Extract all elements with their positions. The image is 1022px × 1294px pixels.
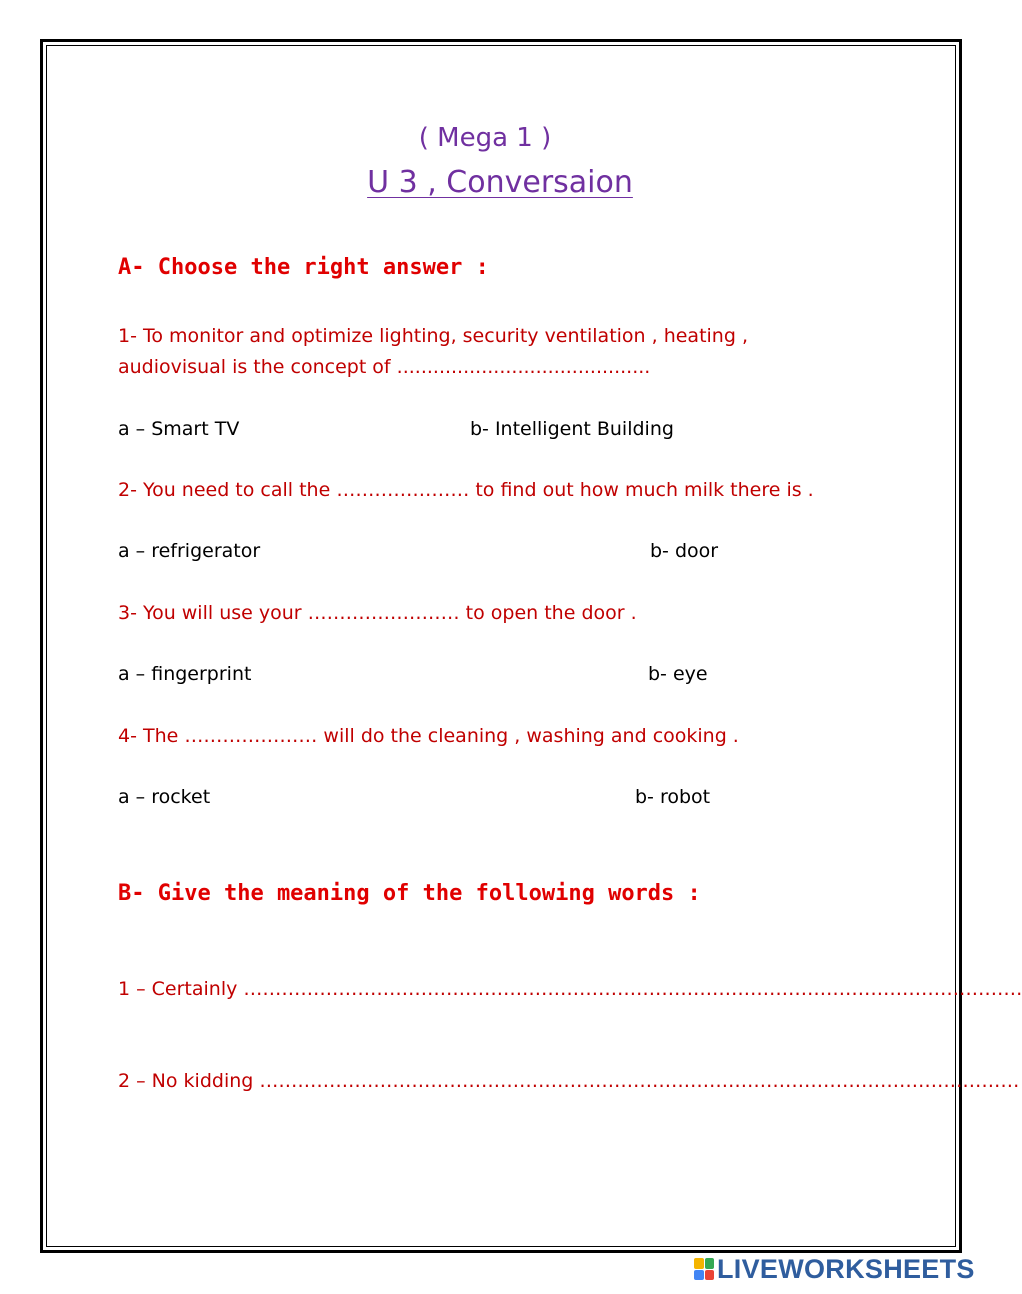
question-4-option-b[interactable]: b- robot <box>635 786 711 808</box>
question-1-option-b[interactable]: b- Intelligent Building <box>470 418 674 440</box>
question-1-option-a[interactable]: a – Smart TV <box>118 418 240 440</box>
meaning-item-certainly[interactable]: 1 – Certainly …………………………………………………………………………………………………………… <box>118 978 1022 1000</box>
liveworksheets-brand-text: LIVEWORKSHEETS <box>717 1253 975 1284</box>
section-a-heading: A- Choose the right answer : <box>118 255 489 280</box>
question-4-option-a[interactable]: a – rocket <box>118 786 211 808</box>
page-border-inner <box>46 45 1022 1247</box>
liveworksheets-logo <box>694 1253 975 1284</box>
question-2-option-a[interactable]: a – refrigerator <box>118 540 261 562</box>
worksheet-title: ( Mega 1 ) <box>418 123 552 153</box>
unit-title: U 3 , Conversaion <box>367 165 633 200</box>
liveworksheets-logo-icon <box>694 1258 714 1280</box>
question-2-text: 2- You need to call the ………………… to find out how much milk there is . <box>118 479 814 501</box>
question-3-text: 3- You will use your …………………… to open the door . <box>118 602 637 624</box>
question-2-option-b[interactable]: b- door <box>650 540 719 562</box>
meaning-item-no-kidding[interactable]: 2 – No kidding ………………………………………………………………………………………………………… <box>118 1070 1020 1092</box>
question-1-line-1: 1- To monitor and optimize lighting, security ventilation , heating , <box>118 325 748 347</box>
question-3-option-a[interactable]: a – fingerprint <box>118 663 252 685</box>
section-b-heading: B- Give the meaning of the following words : <box>118 881 701 906</box>
question-3-option-b[interactable]: b- eye <box>648 663 708 685</box>
question-1-line-2: audiovisual is the concept of .......................................... <box>118 356 651 378</box>
question-4-text: 4- The ………………… will do the cleaning , washing and cooking . <box>118 725 739 747</box>
